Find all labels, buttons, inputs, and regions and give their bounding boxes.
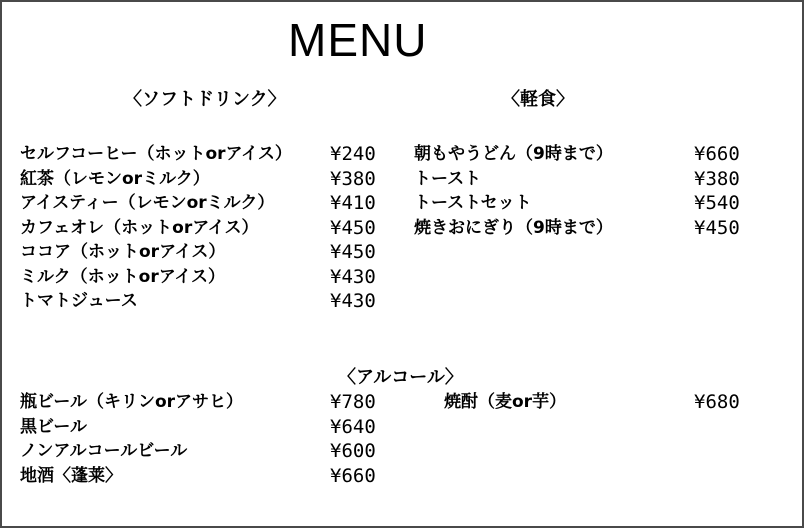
- item-name: 黒ビール: [20, 416, 87, 437]
- item-name: アイスティー（レモンorミルク）: [20, 193, 275, 213]
- item-price: ¥450: [330, 241, 376, 263]
- menu-title: MENU: [288, 14, 428, 66]
- item-price: ¥240: [330, 143, 376, 165]
- menu-item: [414, 191, 774, 216]
- item-name: 焼酎（麦or芋）: [444, 392, 567, 412]
- item-price: ¥430: [330, 265, 376, 288]
- item-name: トーストセット: [414, 193, 532, 213]
- item-price: ¥380: [694, 167, 740, 190]
- alcohol-list-left: [20, 390, 400, 488]
- item-name: トースト: [414, 168, 482, 189]
- item-name: ココア（ホットorアイス）: [20, 242, 226, 262]
- item-name: トマトジュース: [20, 291, 138, 311]
- menu-item: [20, 142, 400, 167]
- menu-item: [20, 289, 400, 314]
- menu-item: [414, 216, 774, 241]
- alcohol-heading: 〈アルコール〉: [338, 367, 463, 388]
- menu-item: [20, 415, 400, 440]
- item-name: 紅茶（レモンorミルク）: [20, 168, 210, 189]
- item-price: ¥410: [330, 192, 376, 214]
- soft-drinks-list: [20, 142, 400, 314]
- item-name: カフェオレ（ホットorアイス）: [20, 217, 259, 238]
- menu-item: [20, 439, 400, 464]
- menu-item: [20, 464, 400, 489]
- menu-item: [20, 240, 400, 265]
- menu-item: [414, 167, 774, 192]
- item-price: ¥660: [694, 143, 740, 165]
- menu-item: [414, 142, 774, 167]
- item-name: ミルク（ホットorアイス）: [20, 266, 226, 287]
- item-price: ¥380: [330, 167, 376, 190]
- item-name: 地酒〈蓬莱〉: [20, 465, 122, 486]
- item-name: 瓶ビール（キリンorアサヒ）: [20, 392, 244, 412]
- item-price: ¥640: [330, 415, 376, 438]
- item-price: ¥600: [330, 440, 376, 462]
- item-price: ¥450: [694, 216, 740, 239]
- menu-item: [20, 216, 400, 241]
- menu-item: [20, 191, 400, 216]
- item-name: 朝もやうどん（9時まで）: [414, 144, 613, 164]
- alcohol-list-right: [444, 390, 774, 415]
- item-name: ノンアルコールビール: [20, 441, 188, 461]
- light-meals-list: [414, 142, 774, 240]
- item-price: ¥540: [694, 192, 740, 214]
- item-name: 焼きおにぎり（9時まで）: [414, 217, 613, 238]
- item-price: ¥430: [330, 290, 376, 312]
- menu-item: [20, 390, 400, 415]
- menu-item: [444, 390, 774, 415]
- item-name: セルフコーヒー（ホットorアイス）: [20, 144, 292, 164]
- item-price: ¥660: [330, 464, 376, 487]
- item-price: ¥680: [694, 391, 740, 413]
- light-meals-heading: 〈軽食〉: [502, 89, 574, 110]
- menu-item: [20, 167, 400, 192]
- item-price: ¥450: [330, 216, 376, 239]
- menu-item: [20, 265, 400, 290]
- item-price: ¥780: [330, 391, 376, 413]
- soft-drinks-heading: 〈ソフトドリンク〉: [124, 89, 286, 110]
